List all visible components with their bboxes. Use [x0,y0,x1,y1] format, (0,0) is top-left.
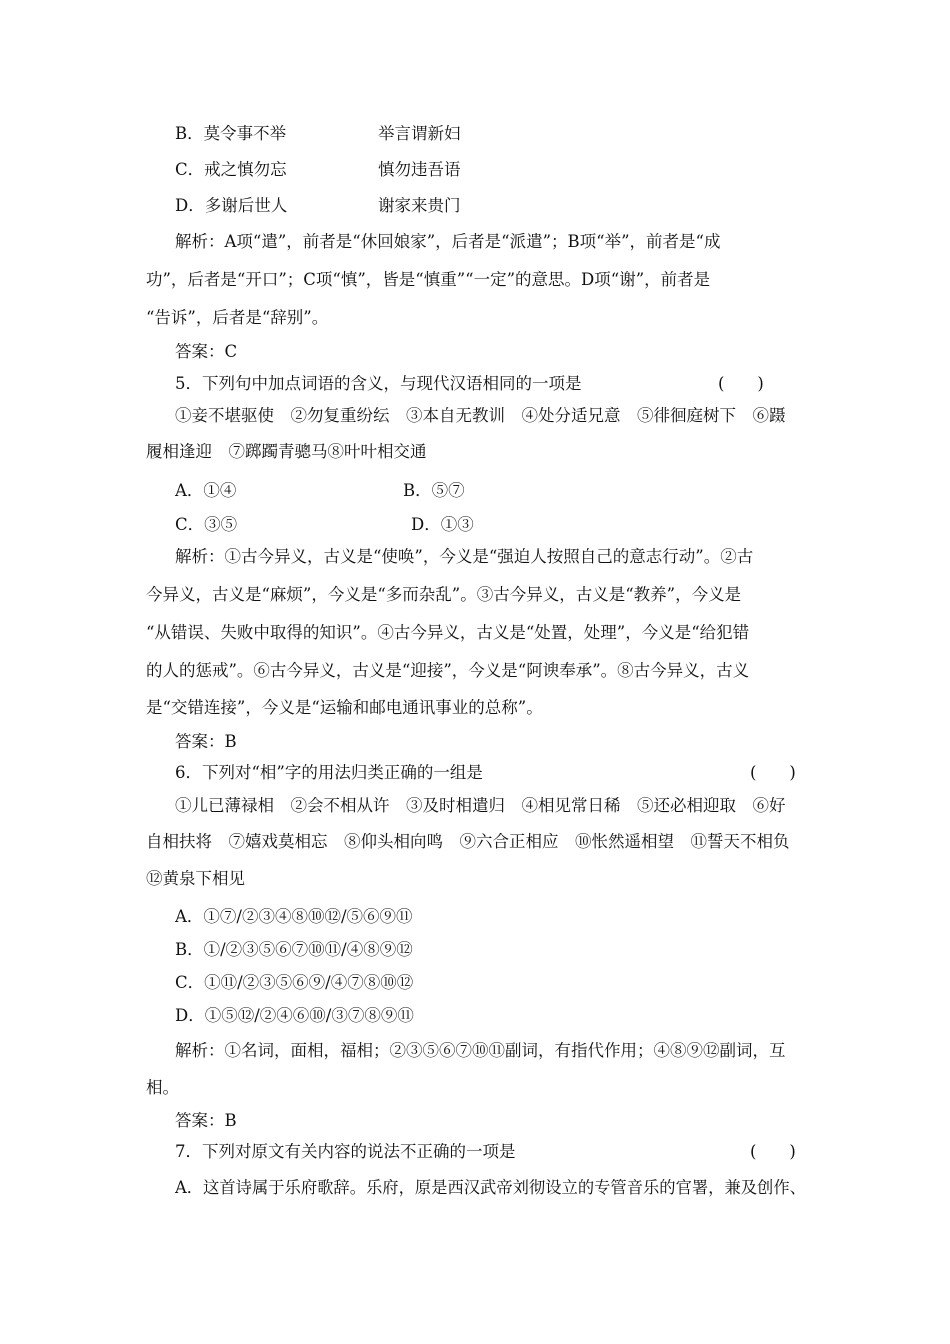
q5-analysis-line: “从错误、失败中取得的知识”。④古今异义，古义是“处置，处理”，今义是“给犯错 [146,623,750,642]
q7-stem: 7．下列对原文有关内容的说法不正确的一项是 [175,1142,516,1161]
q5-analysis-line: 今异义，古义是“麻烦”，今义是“多而杂乱”。③古今异义，古义是“教养”，今义是 [146,585,742,604]
q4-option-d-right: 谢家来贵门 [378,196,461,215]
q5-items-line: ①妾不堪驱使 ②勿复重纷纭 ③本自无教训 ④处分适兄意 ⑤徘徊庭树下 ⑥蹑 [175,406,786,425]
q4-option-b-left: B．莫令事不举 [175,124,287,143]
q4-analysis-line: 功”，后者是“开口”；C项“慎”，皆是“慎重”“一定”的意思。D项“谢”，前者是 [146,270,711,289]
q4-analysis-line: 解析：A项“遣”，前者是“休回娘家”，后者是“派遣”；B项“举”，前者是“成 [175,232,721,251]
q5-option-c: C．③⑤ [175,515,238,534]
q4-option-c-left: C．戒之慎勿忘 [175,160,287,179]
q4-option-d-left: D．多谢后世人 [175,196,288,215]
q6-items-line: ⑫黄泉下相见 [146,869,245,888]
q6-items-line: ①儿已薄禄相 ②会不相从许 ③及时相遣归 ④相见常日稀 ⑤还必相迎取 ⑥好 [175,796,786,815]
q7-answer-paren: ( ) [750,1142,796,1161]
q6-answer: 答案：B [175,1111,237,1130]
q5-stem: 5．下列句中加点词语的含义，与现代汉语相同的一项是 [175,374,582,393]
q4-option-c-right: 慎勿违吾语 [378,160,461,179]
q5-option-a: A．①④ [175,481,237,500]
q6-option-d: D．①⑤⑫/②④⑥⑩/③⑦⑧⑨⑪ [175,1006,414,1025]
q6-items-line: 自相扶将 ⑦嬉戏莫相忘 ⑧仰头相向鸣 ⑨六合正相应 ⑩怅然遥相望 ⑪誓天不相负 [146,832,790,851]
q6-option-b: B．①/②③⑤⑥⑦⑩⑪/④⑧⑨⑫ [175,940,413,959]
q6-analysis-line: 相。 [146,1078,179,1097]
q6-analysis-line: 解析：①名词，面相，福相；②③⑤⑥⑦⑩⑪副词，有指代作用；④⑧⑨⑫副词，互 [175,1041,786,1060]
q4-option-b-right: 举言谓新妇 [378,124,461,143]
q4-answer: 答案：C [175,342,238,361]
q5-analysis-line: 是“交错连接”，今义是“运输和邮电通讯事业的总称”。 [146,698,543,717]
q6-option-c: C．①⑪/②③⑤⑥⑨/④⑦⑧⑩⑫ [175,973,414,992]
q5-option-b: B．⑤⑦ [403,481,465,500]
q5-option-d: D．①③ [411,515,474,534]
q5-analysis-line: 的人的惩戒”。⑥古今异义，古义是“迎接”，今义是“阿谀奉承”。⑧古今异义，古义 [146,661,750,680]
q6-stem: 6．下列对“相”字的用法归类正确的一组是 [175,763,483,782]
q5-answer-paren: ( ) [718,374,764,393]
q5-items-line: 履相逢迎 ⑦踯躅青骢马⑧叶叶相交通 [146,442,427,461]
q6-option-a: A．①⑦/②③④⑧⑩⑫/⑤⑥⑨⑪ [175,907,413,926]
q7-option-a: A．这首诗属于乐府歌辞。乐府，原是西汉武帝刘彻设立的专管音乐的官署，兼及创作、 [175,1178,806,1197]
q6-answer-paren: ( ) [750,763,796,782]
q4-analysis-line: “告诉”，后者是“辞别”。 [146,308,329,327]
q5-answer: 答案：B [175,732,237,751]
q5-analysis-line: 解析：①古今异义，古义是“使唤”，今义是“强迫人按照自己的意志行动”。②古 [175,547,754,566]
